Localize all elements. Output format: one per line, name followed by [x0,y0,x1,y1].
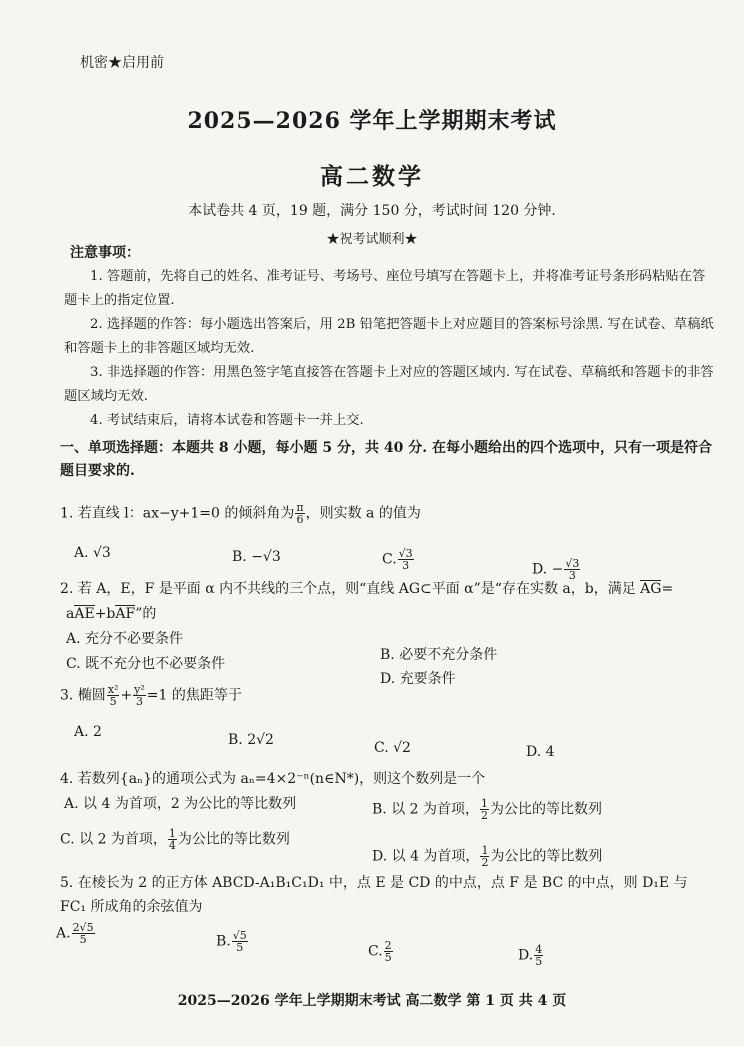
question-5-option-d: D. $\frac{4}{5}$ [518,943,543,968]
question-2-option-a: A. 充分不必要条件 [66,631,184,647]
question-3-option-b: B. 2√2 [228,732,274,748]
question-4-option-d: D. 以 4 为首项， $\frac{1}{2}$ 为公比的等比数列 [372,844,603,869]
question-3-option-d: D. 4 [526,744,555,760]
question-2-option-c: C. 既不充分也不必要条件 [66,656,226,672]
question-5-stem-line1: 5. 在棱长为 2 的正方体 ABCD-A₁B₁C₁D₁ 中，点 E 是 CD 的中点，点 F 是 BC 的中点，则 D₁E 与 [60,875,688,891]
question-1-option-c: C. $\frac{√3}{3}$ [382,547,413,572]
notice-item-3: 3. 非选择题的作答：用黑色签字笔直接答在答题卡上对应的答题区域内. 写在试卷、草稿纸和答题卡的非答题区域均无效. [64,365,714,404]
notice-item-4: 4. 考试结束后，请将本试卷和答题卡一并上交. [90,413,364,428]
question-2-option-b: B. 必要不充分条件 [380,647,498,663]
question-4-stem: 4. 若数列{aₙ}的通项公式为 aₙ=4×2⁻ⁿ(n∈N*)，则这个数列是一个 [60,771,486,787]
question-2-stem-line1: 2. 若 A，E，F 是平面 α 内不共线的三个点，则“直线 AG⊂平面 α”是“存在实数 a，b，满足 AG= [60,581,674,597]
question-5-option-a: A. $\frac{2√5}{5}$ [56,921,94,946]
vector-af: AF [115,606,136,622]
question-1-option-a: A. √3 [74,545,111,561]
exam-title: 2025—2026 学年上学期期末考试 [187,108,557,134]
question-5-option-c: C. $\frac{2}{5}$ [368,939,392,964]
good-luck-line: ★祝考试顺利★ [326,232,418,247]
question-4-option-b: B. 以 2 为首项， $\frac{1}{2}$ 为公比的等比数列 [372,797,602,822]
exam-info: 本试卷共 4 页，19 题，满分 150 分，考试时间 120 分钟. [188,203,556,219]
vector-ag: AG [640,581,662,597]
question-4-option-c: C. 以 2 为首项， $\frac{1}{4}$ 为公比的等比数列 [60,827,290,852]
question-5-stem-line2: FC₁ 所成角的余弦值为 [60,899,203,915]
confidential-mark: 机密★启用前 [80,55,164,71]
question-2-option-d: D. 充要条件 [380,671,456,687]
page-footer: 2025—2026 学年上学期期末考试 高二数学 第 1 页 共 4 页 [177,993,567,1009]
subject-title: 高二数学 [320,163,424,190]
question-5-option-b: B. $\frac{√5}{5}$ [216,929,247,954]
notice-item-1: 1. 答题前，先将自己的姓名、准考证号、考场号、座位号填写在答题卡上，并将准考证号条形码粘贴在答题卡上的指定位置. [64,269,706,308]
notice-item-2: 2. 选择题的作答：每小题选出答案后，用 2B 铅笔把答题卡上对应题目的答案标号涂黑. 写在试卷、草稿纸和答题卡上的非答题区域均无效. [64,317,714,356]
notice-heading: 注意事项： [70,245,140,261]
question-3-stem: 3. 椭圆 $\frac{\text{x²}}{5}$ + $\frac{\text{y²}}{3}$ =1 的焦距等于 [60,683,242,708]
vector-ae: AE [74,606,95,622]
question-1-option-b: B. −√3 [232,549,281,565]
section-heading: 一、单项选择题：本题共 8 小题，每小题 5 分，共 40 分. 在每小题给出的四个选项中，只有一项是符合题目要求的. [60,440,712,479]
question-3-option-c: C. √2 [374,740,411,756]
question-1-stem: 1. 若直线 l：ax−y+1=0 的倾斜角为 $\frac{\pi}{6}$ ，则实数 a 的值为 [60,501,421,526]
question-3-option-a: A. 2 [74,724,102,740]
question-2-stem-line2: aAE+bAF”的 [66,606,157,622]
question-1-option-d: D. − $\frac{√3}{3}$ [532,557,580,582]
question-4-option-a: A. 以 4 为首项，2 为公比的等比数列 [64,796,297,812]
